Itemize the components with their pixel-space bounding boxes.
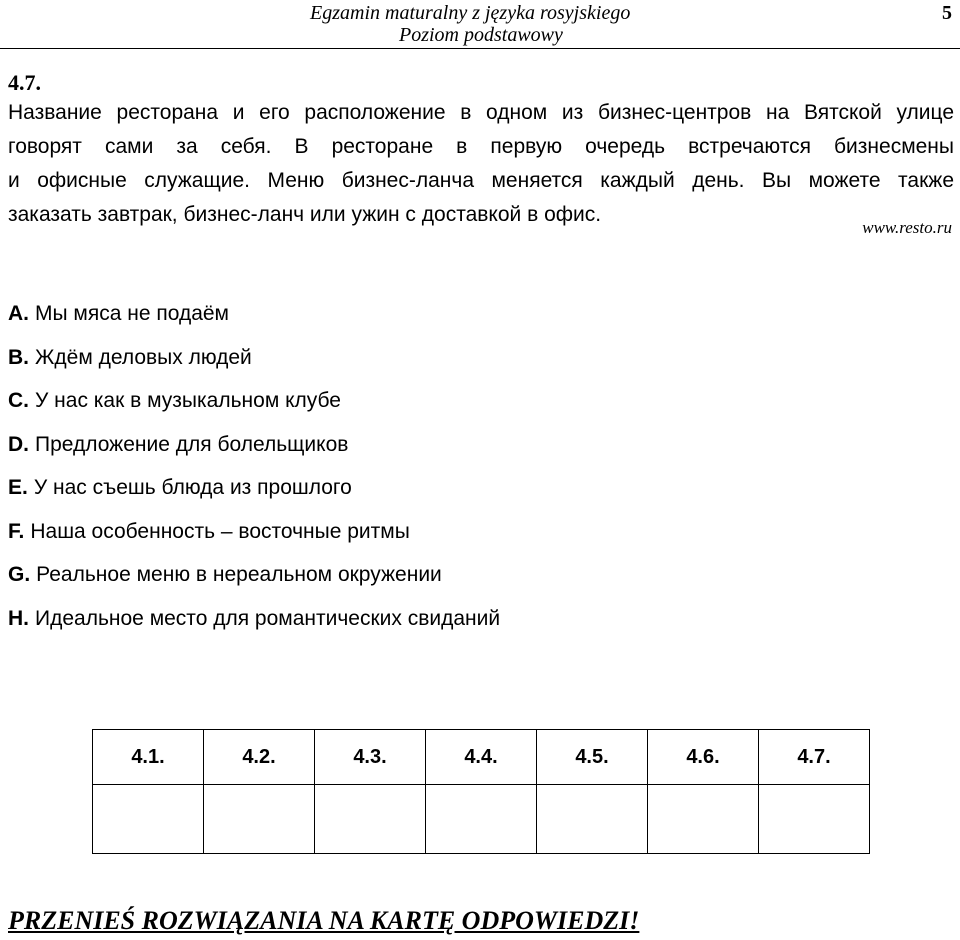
answer-input-cell[interactable] xyxy=(648,785,759,854)
footer-instruction: PRZENIEŚ ROZWIĄZANIA NA KARTĘ ODPOWIEDZI! xyxy=(8,906,640,935)
option-e xyxy=(8,474,500,518)
answer-table-header-row xyxy=(93,730,870,785)
option-letter: A. xyxy=(8,302,29,325)
option-g xyxy=(8,561,500,605)
exam-title: Egzamin maturalny z języka rosyjskiego xyxy=(310,2,631,24)
task-text-line-4: заказать завтрак, бизнес-ланч или ужин с доставкой в офис. xyxy=(8,203,602,226)
page-header xyxy=(0,0,960,49)
page-number: 5 xyxy=(942,2,952,24)
option-text: Идеальное место для романтических свиданий xyxy=(35,606,501,630)
option-letter: C. xyxy=(8,389,29,412)
option-text: Реальное меню в нереальном окружении xyxy=(36,563,442,586)
answer-input-cell[interactable] xyxy=(315,785,426,854)
option-f xyxy=(8,518,500,562)
answer-header-cell: 4.1. xyxy=(93,730,204,785)
option-text: Предложение для болельщиков xyxy=(35,432,349,456)
answer-header-cell: 4.2. xyxy=(204,730,315,785)
option-d xyxy=(8,431,500,475)
exam-level: Poziom podstawowy xyxy=(399,24,563,46)
answer-table-input-row xyxy=(93,785,870,854)
option-letter: G. xyxy=(8,563,31,586)
task-text-line-3: и офисные служащие. Меню бизнес-ланча меняется каждый день. Вы можете также xyxy=(8,169,954,192)
answer-input-cell[interactable] xyxy=(426,785,537,854)
answer-header-cell: 4.3. xyxy=(315,730,426,785)
option-letter: H. xyxy=(8,606,29,630)
option-c xyxy=(8,387,500,431)
option-letter: F. xyxy=(8,519,25,543)
option-b xyxy=(8,344,500,388)
option-letter: D. xyxy=(8,432,29,456)
task-text-line-2: говорят сами за себя. В ресторане в первую очередь встречаются бизнесмены xyxy=(8,135,954,158)
option-a xyxy=(8,300,500,344)
answer-header-cell: 4.4. xyxy=(426,730,537,785)
answer-header-cell: 4.6. xyxy=(648,730,759,785)
task-text-line-1: Название ресторана и его расположение в одном из бизнес-центров на Вятской улице xyxy=(8,101,954,124)
answer-input-cell[interactable] xyxy=(93,785,204,854)
option-text: Ждём деловых людей xyxy=(35,345,252,369)
option-text: Наша особенность – восточные ритмы xyxy=(30,519,410,543)
answer-input-cell[interactable] xyxy=(204,785,315,854)
answer-header-cell: 4.5. xyxy=(537,730,648,785)
answer-header-cell: 4.7. xyxy=(759,730,870,785)
option-letter: E. xyxy=(8,476,28,499)
answer-input-cell[interactable] xyxy=(759,785,870,854)
options-list xyxy=(8,300,500,648)
source-url: www.resto.ru xyxy=(862,218,952,237)
option-text: У нас как в музыкальном клубе xyxy=(35,389,341,412)
answer-input-cell[interactable] xyxy=(537,785,648,854)
option-h xyxy=(8,605,500,649)
option-text: У нас съешь блюда из прошлого xyxy=(33,476,352,499)
answer-table xyxy=(92,729,870,854)
option-text: Мы мяса не подаём xyxy=(35,302,229,325)
option-letter: B. xyxy=(8,345,29,369)
task-number: 4.7. xyxy=(8,70,41,95)
